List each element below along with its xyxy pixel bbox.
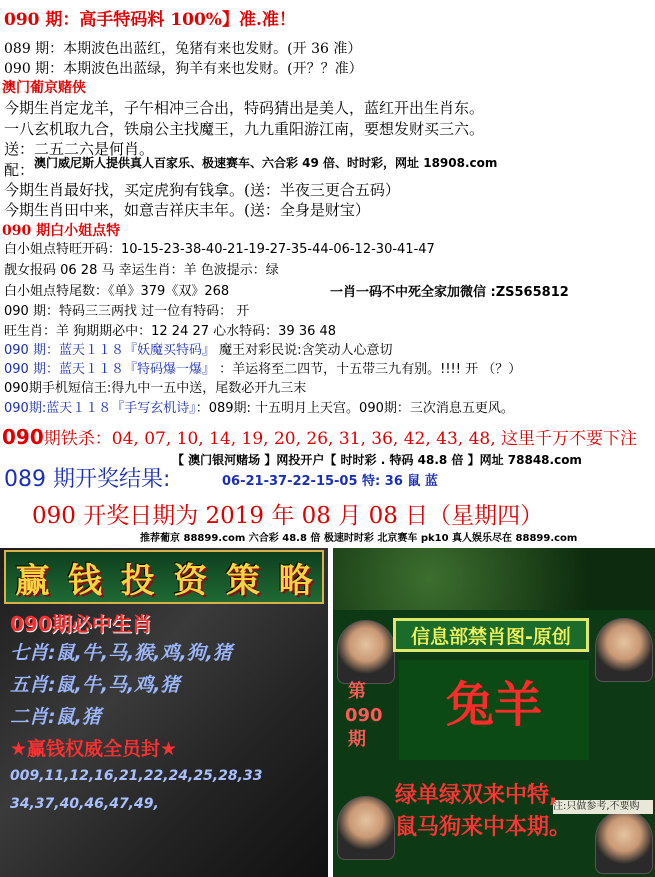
riddle-line-2: 一八玄机取九合，铁扇公主找魔王，九九重阳游江南，要想发财买三六。 [4, 120, 485, 138]
result-value: 06-21-37-22-15-05 特: 36 鼠 蓝 [222, 474, 438, 489]
line-demon-text: 魔王对彩民说:含笑动人心意切 [214, 343, 393, 358]
poster-left-stamp: ★赢钱权威全员封★ [10, 738, 178, 760]
portrait-icon [337, 620, 395, 684]
banner-char: 赢 [15, 560, 50, 601]
zodiac-prediction: 兔羊 [445, 677, 542, 733]
kill-numbers-line [2, 426, 637, 450]
line-poem-text: ：089期: 十五明月上天宫。090期：三次消息五更风。 [195, 401, 514, 416]
baixiaojie-numbers: 白小姐点特旺开码：10-15-23-38-40-21-19-27-35-44-06-12-30-41-47 [4, 242, 435, 257]
line-demon-link[interactable]: 蓝天１１８『妖魔买特码』 [58, 343, 215, 358]
banner-char: 略 [278, 560, 313, 601]
banner-char: 投 [120, 560, 155, 601]
special-code-line: 090 期：特码三三两找 过一位有特码： 开 [4, 304, 250, 319]
poster-right-slogan-2: 鼠马狗来中本期。 [395, 815, 572, 840]
portrait-icon [595, 810, 653, 874]
poster-right-title-box [393, 618, 589, 652]
poster-left-seven: 七肖:鼠,牛,马,猴,鸡,狗,猪 [10, 642, 232, 664]
line-poem [4, 400, 514, 418]
poster-right-title: 信息部禁肖图-原创 [411, 625, 571, 648]
poster-left-nums-1: 009,11,12,16,21,22,24,25,28,33 [10, 768, 263, 784]
line-090-color: 090 期：本期波色出蓝绿，狗羊有来也发财。(开？？准） [4, 61, 363, 77]
line-089-color: 089 期：本期波色出蓝红，兔猪有来也发财。(开 36 准） [4, 41, 362, 57]
ad-venetian: 澳门威尼斯人提供真人百家乐、极速赛车、六合彩 49 倍、时时彩，网址 18908.com [34, 156, 498, 170]
section-title-baixiaojie: 090 期白小姐点特 [2, 223, 121, 239]
poster-right-decoration [333, 548, 655, 610]
kill-warning: 这里千万不要下注 [495, 429, 638, 449]
ad-galaxy: 【 澳门银河赌场 】网投开户【 时时彩 . 特码 48.8 倍 】网址 78848.com [172, 453, 582, 467]
line-demon-prefix: 090 期： [4, 343, 59, 358]
line-poem-prefix: 090期: [4, 401, 47, 416]
banner-char: 策 [225, 560, 260, 601]
lucky-zodiac-line: 旺生肖：羊 狗期期必中：12 24 27 心水特码：39 36 48 [4, 324, 337, 339]
line-demon [4, 342, 392, 360]
beauty-report: 靓女报码 06 28 马 幸运生肖：羊 色波提示：绿 [4, 263, 279, 278]
poster-right-note: 注:只做参考,不要购 [553, 800, 653, 814]
tail-numbers: 白小姐点特尾数：《单》379《双》268 [4, 284, 230, 299]
banner-char: 钱 [67, 560, 102, 601]
poster-left-two: 二肖:鼠,猪 [10, 706, 101, 728]
page-title: 090 期：高手特码料 100%】准.准！ [4, 10, 296, 30]
line-explode-link[interactable]: 蓝天１１８『特码爆一爆』 [58, 362, 215, 377]
portrait-icon [337, 796, 395, 860]
riddle-line-1: 今期生肖定龙羊，子午相冲三合出，特码猜出是美人，蓝红开出生肖东。 [4, 99, 485, 117]
riddle-line-4: 今期生肖最好找，买定虎狗有钱拿。(送：半夜三更合五码） [4, 181, 400, 199]
kill-label: 期铁杀： [43, 429, 112, 449]
section-title-macau: 澳门葡京赌侠 [2, 80, 86, 96]
poster-right-period: 第090期 [345, 681, 383, 750]
result-label: 089 期开奖结果: [4, 467, 171, 492]
wechat-ad: 一肖一码不中死全家加微信 :ZS565812 [330, 285, 569, 300]
riddle-pei: 配： [4, 161, 35, 179]
draw-date: 090 开奖日期为 2019 年 08 月 08 日（星期四） [32, 503, 544, 529]
poster-right-slogan-1: 绿单绿双来中特, [395, 783, 558, 808]
poster-left [0, 548, 328, 877]
riddle-line-5: 今期生肖田中来，如意吉祥庆丰年。(送：全身是财宝） [4, 201, 370, 219]
line-poem-link[interactable]: 蓝天１１８『手写玄机诗』 [46, 401, 196, 416]
ad-lisboa: 推荐葡京 88899.com 六合彩 48.8 倍 极速时时彩 北京赛车 pk10 真人娱乐尽在 88899.com [140, 533, 578, 544]
line-sms: 090期手机短信王:得九中一五中送，尾数必开九三末 [4, 381, 307, 396]
line-explode [4, 361, 521, 379]
riddle-line-3: 送：二五二六是何肖。 [4, 140, 155, 158]
poster-left-banner [4, 550, 324, 604]
line-explode-prefix: 090 期： [4, 362, 59, 377]
poster-left-nums-2: 34,37,40,46,47,49, [10, 796, 159, 812]
banner-char: 资 [173, 560, 208, 601]
line-explode-text: ：羊运将至二四节，十五带三九有别。!!!! 开 （？） [214, 362, 522, 377]
poster-left-five: 五肖:鼠,牛,马,鸡,猪 [10, 674, 180, 696]
kill-numbers: 04, 07, 10, 14, 19, 20, 26, 31, 36, 42, 43, 48, [111, 429, 496, 449]
kill-prefix: 090 [2, 425, 44, 449]
poster-left-heading: 090期必中生肖 [10, 612, 152, 636]
poster-right [333, 548, 655, 877]
portrait-icon [595, 618, 653, 682]
